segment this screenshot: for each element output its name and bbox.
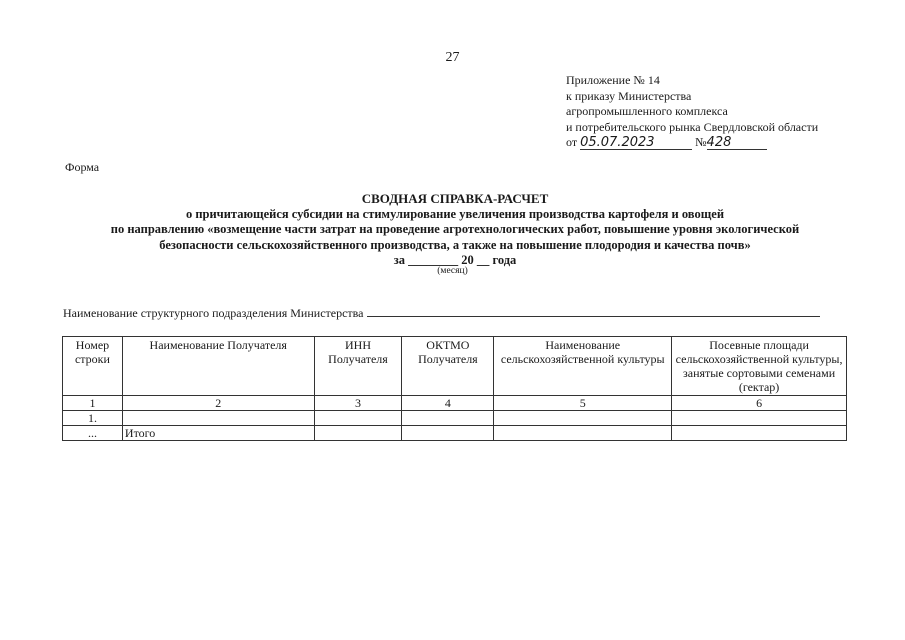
col-number: 4 <box>402 396 494 411</box>
table-cell <box>494 411 672 426</box>
table-cell <box>122 411 314 426</box>
summary-table <box>62 336 847 441</box>
title-line-2: о причитающейся субсидии на стимулирование увеличения производства картофеля и овощей <box>185 206 725 221</box>
appendix-line-3: агропромышленного комплекса <box>566 104 728 118</box>
header-oktmo: ОКТМО Получателя <box>402 337 494 396</box>
month-note: (месяц) <box>437 266 468 276</box>
from-label: от <box>566 135 578 149</box>
department-field <box>63 306 820 321</box>
title-line-4: безопасности сельскохозяйственного производства, а также на повышение плодородия и качества почв» <box>159 237 751 252</box>
table-cell <box>402 426 494 441</box>
handwritten-number: 428 <box>707 136 767 150</box>
table-cell <box>314 426 402 441</box>
handwritten-date: 05.07.2023 <box>580 136 692 150</box>
page-number: 27 <box>445 50 460 65</box>
table-cell <box>672 426 847 441</box>
appendix-line-1: Приложение № 14 <box>566 73 660 87</box>
col-number: 2 <box>122 396 314 411</box>
table-row-total <box>63 426 847 441</box>
table-number-row <box>63 396 847 411</box>
table-cell: 1. <box>63 411 123 426</box>
table-cell-total-label: Итого <box>122 426 314 441</box>
appendix-line-2: к приказу Министерства <box>566 88 692 103</box>
col-number: 1 <box>63 396 123 411</box>
table-header-row <box>63 337 847 396</box>
col-number: 5 <box>494 396 672 411</box>
title-line-3: по направлению «возмещение части затрат на проведение агротехнологических работ, повышение уровня экологической <box>110 222 800 236</box>
department-label: Наименование структурного подразделения Министерства <box>63 306 364 320</box>
header-recipient-name: Наименование Получателя <box>122 337 314 396</box>
appendix-line-4: и потребительского рынка Свердловской области <box>566 119 819 134</box>
title-main: СВОДНАЯ СПРАВКА-РАСЧЕТ <box>361 191 549 206</box>
form-label: Форма <box>65 160 100 174</box>
document-title <box>60 191 850 269</box>
table-cell: ... <box>63 426 123 441</box>
table-cell <box>494 426 672 441</box>
department-underline <box>367 306 820 317</box>
order-date-number <box>566 135 818 151</box>
col-number: 3 <box>314 396 402 411</box>
table-cell <box>672 411 847 426</box>
header-crop-name: Наименование сельскохозяйственной культуры <box>494 337 672 396</box>
title-period: за ________ 20 __ года <box>393 253 517 267</box>
header-row-number: Номер строки <box>63 337 123 396</box>
col-number: 6 <box>672 396 847 411</box>
appendix-block <box>566 73 818 151</box>
header-inn: ИНН Получателя <box>314 337 402 396</box>
header-sown-area: Посевные площади сельскохозяйственной культуры, занятые сортовыми семенами (гектар) <box>672 337 847 396</box>
table-cell <box>314 411 402 426</box>
table-cell <box>402 411 494 426</box>
number-label: № <box>695 135 707 149</box>
table-row <box>63 411 847 426</box>
